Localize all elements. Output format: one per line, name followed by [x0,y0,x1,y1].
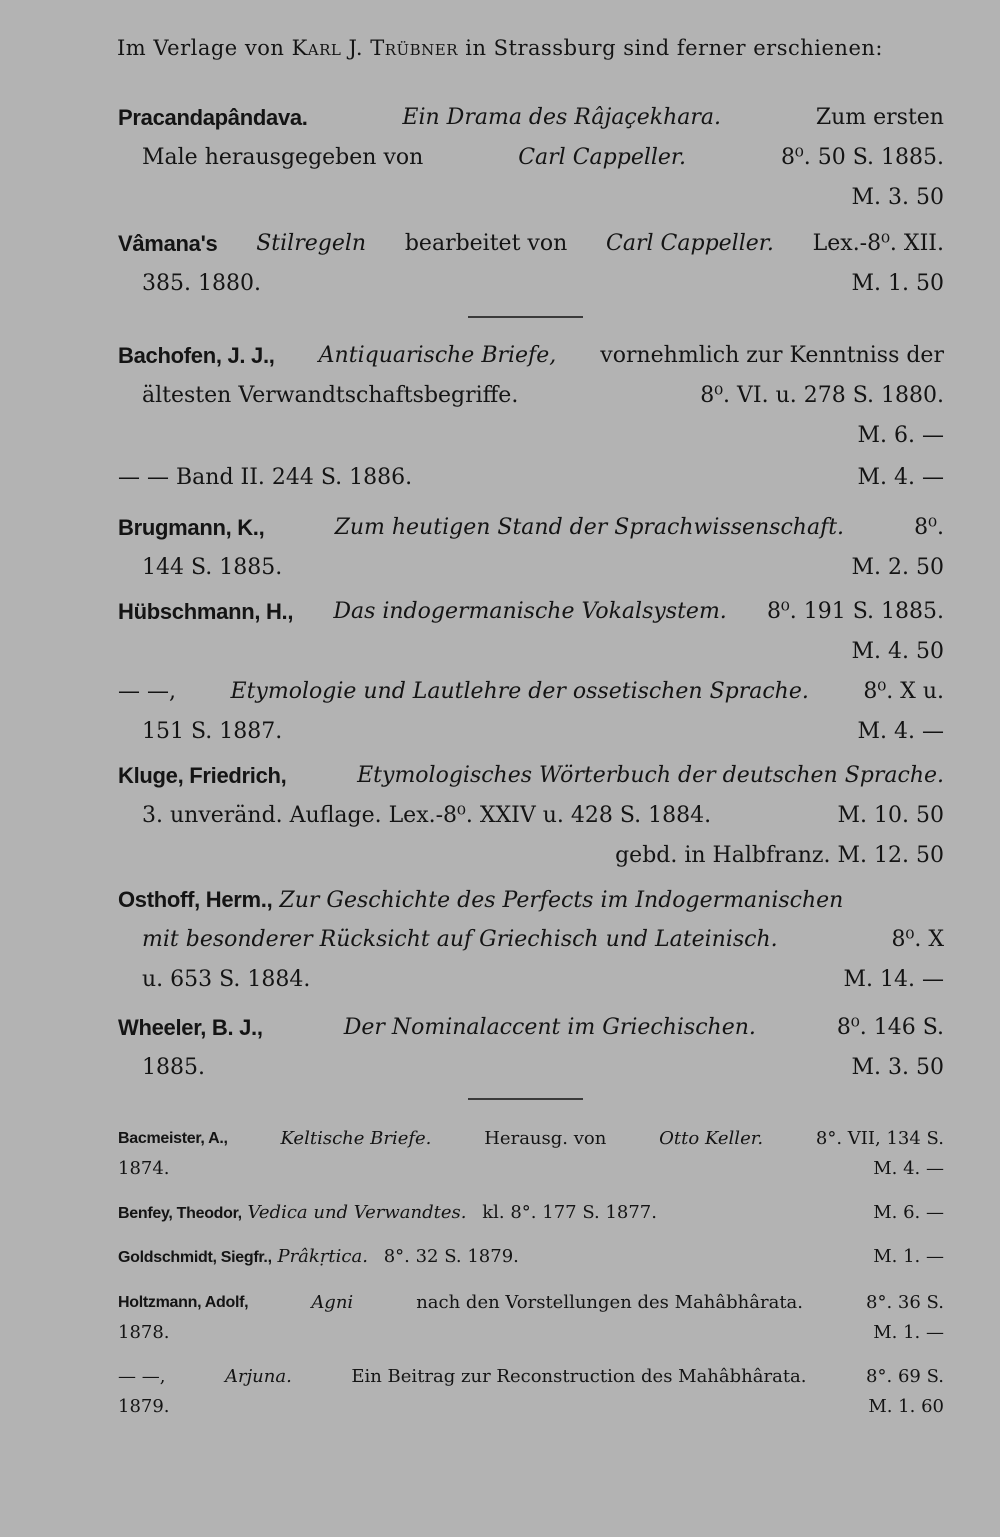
price: M. 4. 50 [851,639,944,664]
price: M. 2. 50 [851,555,944,580]
price: M. 1. — [873,1322,944,1343]
entry-huebschmann: Hübschmann, H., Das indogermanische Vokalsystem. 8⁰. 191 S. 1885. M. 4. 50 [118,592,944,672]
price: M. 6. — [873,1202,944,1223]
publisher-name: Karl J. Trübner [291,36,459,60]
entry-pracandapandava: Pracandapândava. Ein Drama des Râjaçekhara. Zum ersten Male herausgegeben von Carl Cappeller. 8⁰. 50 S. 1885. M. 3. 50 [118,98,944,218]
price: M. 10. 50 [837,803,944,828]
entry-bachofen-band-2: — — Band II. 244 S. 1886. M. 4. — [118,458,944,498]
price: M. 1. — [873,1246,944,1267]
price: M. 14. — [843,967,944,992]
price: M. 4. — [857,465,944,490]
price-bound-edition: gebd. in Halbfranz. M. 12. 50 [615,843,944,868]
entry-bacmeister: Bacmeister, A., Keltische Briefe. Herausg. von Otto Keller. 8°. VII, 134 S. 1874. M. 4. — [118,1124,944,1184]
entry-holtzmann-agni: Holtzmann, Adolf, Agni nach den Vorstellungen des Mahâbhârata. 8°. 36 S. 1878. M. 1. — [118,1288,944,1348]
price: M. 3. 50 [851,185,944,210]
entry-goldschmidt: Goldschmidt, Siegfr., Prâkṛtica. 8°. 32 S. 1879. M. 1. — [118,1242,944,1272]
price: M. 4. — [857,719,944,744]
entry-bachofen: Bachofen, J. J., Antiquarische Briefe, vornehmlich zur Kenntniss der ältesten Verwandtschaftsbegriffe. 8⁰. VI. u. 278 S. 1880. M. 6. — [118,336,944,456]
entry-benfey: Benfey, Theodor, Vedica und Verwandtes. kl. 8°. 177 S. 1877. M. 6. — [118,1198,944,1228]
price: M. 1. 60 [868,1396,944,1417]
publisher-header: Im Verlage von Karl J. Trübner in Strassburg sind ferner erschienen: [117,36,883,60]
price: M. 3. 50 [851,1055,944,1080]
entry-osthoff: Osthoff, Herm., Zur Geschichte des Perfects im Indogermanischen mit besonderer Rücksicht auf Griechisch und Lateinisch. 8⁰. X u. 653 S. 1884. M. 14. — [118,880,944,1000]
section-divider [468,316,583,318]
entry-vamana: Vâmana's Stilregeln bearbeitet von Carl Cappeller. Lex.-8⁰. XII. 385. 1880. M. 1. 50 [118,224,944,304]
entry-brugmann: Brugmann, K., Zum heutigen Stand der Sprachwissenschaft. 8⁰. 144 S. 1885. M. 2. 50 [118,508,944,588]
section-divider [468,1098,583,1100]
price: M. 1. 50 [851,271,944,296]
price: M. 6. — [857,423,944,448]
entry-kluge: Kluge, Friedrich, Etymologisches Wörterbuch der deutschen Sprache. 3. unveränd. Auflage. Lex.-8⁰. XXIV u. 428 S. 1884. M. 10. 50 gebd. in Halbfranz. M. 12. 50 [118,756,944,876]
entry-wheeler: Wheeler, B. J., Der Nominalaccent im Griechischen. 8⁰. 146 S. 1885. M. 3. 50 [118,1008,944,1088]
entry-holtzmann-arjuna: — —, Arjuna. Ein Beitrag zur Reconstruction des Mahâbhârata. 8°. 69 S. 1879. M. 1. 60 [118,1362,944,1422]
price: M. 4. — [873,1158,944,1179]
entry-huebschmann-etymologie: — —, Etymologie und Lautlehre der ossetischen Sprache. 8⁰. X u. 151 S. 1887. M. 4. — [118,672,944,752]
